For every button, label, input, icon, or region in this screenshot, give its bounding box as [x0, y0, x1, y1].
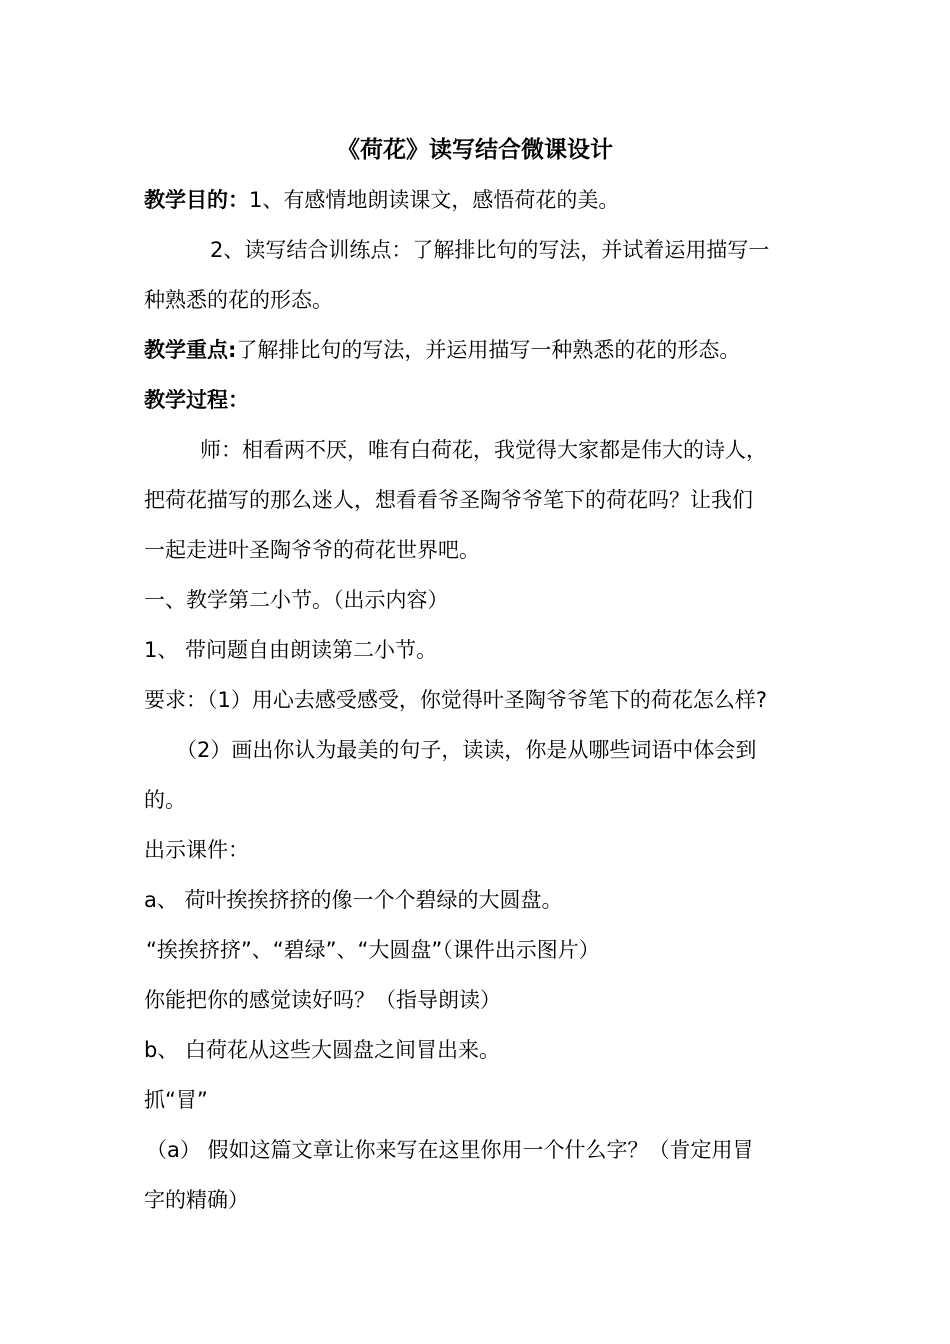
show-courseware-label: 出示课件： — [144, 838, 249, 862]
item-b-question-1: （a） 假如这篇文章让你来写在这里你用一个什么字？（肯定用冒 — [146, 1138, 754, 1162]
item-a-keywords: “挨挨挤挤”、“碧绿”、“大圆盘”（课件出示图片） — [146, 938, 600, 962]
process-label: 教学过程： — [144, 388, 249, 412]
objective-2-continuation: 种熟悉的花的形态。 — [144, 288, 333, 312]
objective-2-line: 2、读写结合训练点：了解排比句的写法，并试着运用描写一 — [210, 238, 770, 262]
requirement-2-continuation: 的。 — [144, 788, 186, 812]
intro-line-3: 一起走进叶圣陶爷爷的荷花世界吧。 — [144, 538, 480, 562]
item-b-focus: 抓“冒” — [144, 1088, 208, 1112]
focus-label: 教学重点: — [144, 338, 237, 362]
intro-line-1: 师：相看两不厌，唯有白荷花，我觉得大家都是伟大的诗人， — [200, 438, 767, 462]
section-1-heading: 一、教学第二小节。（出示内容） — [144, 588, 449, 612]
objectives-line — [144, 182, 619, 218]
document-title: 《荷花》读写结合微课设计 — [337, 137, 613, 163]
item-a-question: 你能把你的感觉读好吗？（指导朗读） — [144, 988, 501, 1012]
focus-text: 了解排比句的写法，并运用描写一种熟悉的花的形态。 — [236, 338, 741, 362]
requirement-2-text: （2）画出你认为最美的句子，读读，你是从哪些词语中体会到 — [176, 738, 757, 762]
intro-line-2: 把荷花描写的那么迷人，想看看爷圣陶爷爷笔下的荷花吗？让我们 — [144, 488, 753, 512]
item-b-question-1-continuation: 字的精确） — [144, 1188, 249, 1212]
objectives-label: 教学目的： — [144, 188, 249, 212]
objective-1-text: 1、有感情地朗读课文，感悟荷花的美。 — [249, 188, 620, 212]
requirement-1-text: 要求：（1）用心去感受感受，你觉得叶圣陶爷爷笔下的荷花怎么样? — [144, 688, 768, 712]
focus-line — [144, 332, 740, 368]
step-1-text: 1、 带问题自由朗读第二小节。 — [144, 638, 438, 662]
item-b-text: b、 白荷花从这些大圆盘之间冒出来。 — [144, 1038, 501, 1062]
item-a-text: a、 荷叶挨挨挤挤的像一个个碧绿的大圆盘。 — [144, 888, 563, 912]
